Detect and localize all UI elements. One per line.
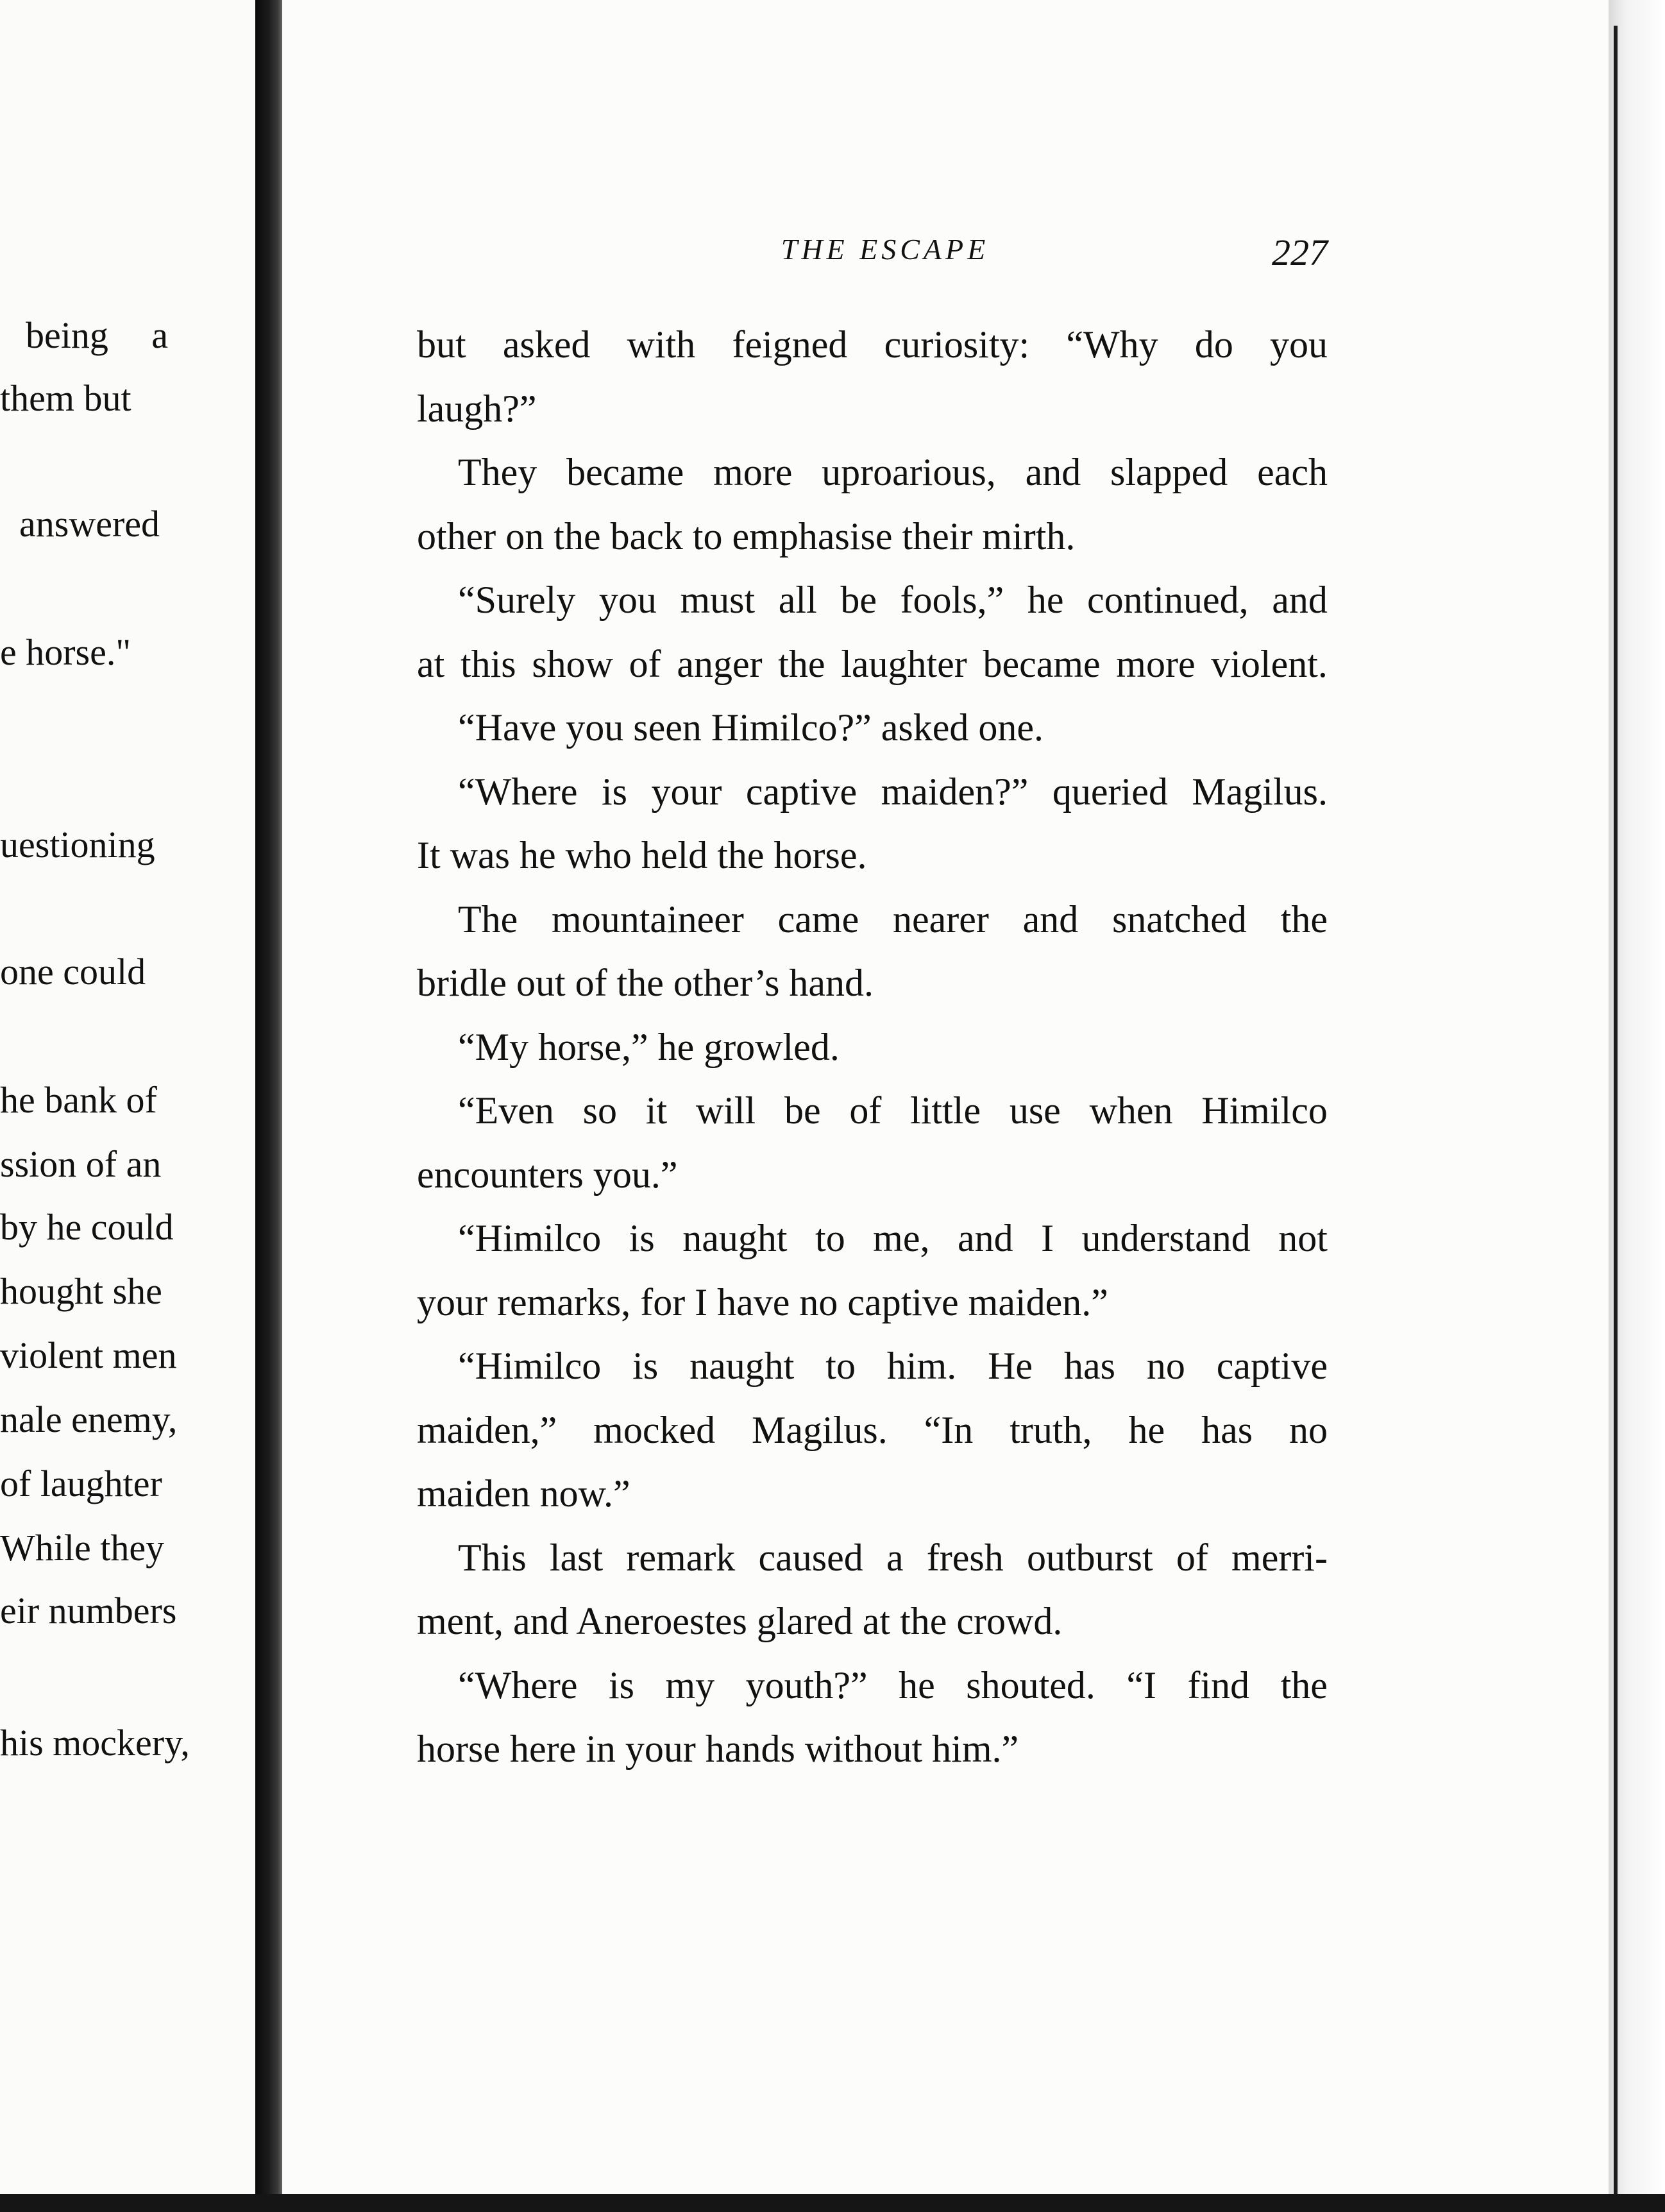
running-head: THE ESCAPE [781,233,990,266]
word: mountaineer [552,898,744,940]
word: snatched [1111,898,1247,940]
text-line: It was he who held the horse. [417,834,867,876]
word: He [988,1345,1033,1387]
word: has [1063,1345,1115,1387]
word: “In [924,1408,974,1451]
word: he [899,1663,935,1706]
word: to [815,1217,845,1259]
word: do [1194,323,1233,366]
word: Magilus. [1192,770,1328,813]
word: I [1041,1217,1054,1259]
word: this [460,642,516,685]
word: outburst [1026,1536,1153,1579]
word: Himilco [1201,1089,1328,1132]
facing-page-line: eir numbers [0,1590,177,1631]
word: shouted. [966,1663,1095,1706]
word: but [417,323,466,366]
text-line [417,633,1328,697]
word: will [695,1089,756,1132]
word: of [849,1089,882,1132]
word: captive [1216,1345,1328,1387]
word: maiden,” [417,1408,557,1451]
word: “Even [458,1089,554,1132]
word: more [1116,642,1196,685]
facing-page-line: of laughter [0,1463,162,1504]
text-line: your remarks, for I have no captive maiden.” [417,1280,1108,1323]
text-line: “My horse,” he growled. [458,1025,840,1068]
facing-page-line: one could [0,951,146,992]
word: The [458,898,518,940]
text-line: laugh?” [417,387,537,430]
word: you [598,579,657,621]
word: when [1089,1089,1173,1132]
text-line [417,1654,1328,1718]
word: your [651,770,722,813]
word: became [566,451,684,493]
word: asked [502,323,591,366]
word: find [1187,1663,1250,1706]
word: with [627,323,696,366]
facing-page-line: While they [0,1527,165,1569]
word: violent. [1211,642,1328,685]
text-line [417,1079,1328,1143]
word: of [1176,1536,1208,1579]
word: little [910,1089,981,1132]
facing-page-line: them but [0,377,131,419]
word: fools,” [900,579,1004,621]
word: “Where [458,1663,578,1706]
text-line: encounters you.” [417,1153,678,1196]
word: slapped [1110,451,1228,493]
word: use [1009,1089,1061,1132]
word: Magilus. [752,1408,888,1451]
word: has [1201,1408,1253,1451]
word: is [609,1663,635,1706]
word: is [632,1345,659,1387]
word: no [1289,1408,1328,1451]
text-line [417,1207,1328,1271]
text-line: bridle out of the other’s hand. [417,962,874,1004]
body-text [417,313,1328,1782]
word: mocked [593,1408,716,1451]
word: he [1027,579,1064,621]
facing-page [0,0,255,2212]
word: uproarious, [822,451,996,493]
word: be [840,579,877,621]
word: you [1270,323,1328,366]
facing-page-line: he bank of [0,1079,157,1121]
word: he [1128,1408,1165,1451]
word: nearer [892,898,989,940]
word: caused [758,1536,863,1579]
page-edge [1609,0,1665,2212]
word: all [778,579,817,621]
text-line [417,1334,1328,1399]
word: be [784,1089,821,1132]
scan-border [0,2194,1665,2212]
facing-page-line: ssion of an [0,1143,162,1185]
text-line [417,760,1328,824]
word: truth, [1010,1408,1092,1451]
word: to [825,1345,856,1387]
word: became [983,642,1101,685]
page-number: 227 [1272,232,1328,273]
word: “Where [458,770,578,813]
word: and [1025,451,1081,493]
word: is [601,770,627,813]
facing-page-line: his mockery, [0,1722,190,1764]
text-line: ment, and Aneroestes glared at the crowd. [417,1600,1063,1642]
word: maiden?” [881,770,1029,813]
word: queried [1052,770,1168,813]
word: and [1272,579,1328,621]
word: continued, [1087,579,1249,621]
word: being [26,314,108,356]
word: each [1257,451,1328,493]
word: They [458,451,537,493]
text-line: horse here in your hands without him.” [417,1728,1019,1770]
text-line [417,1399,1328,1463]
facing-page-line: hought she [0,1270,162,1312]
word: more [713,451,793,493]
text-line [417,888,1328,952]
word: youth?” [745,1663,868,1706]
word: laughter [841,642,967,685]
word: a [886,1536,904,1579]
facing-page-line: answered [19,503,160,545]
facing-page-line: uestioning [0,824,155,865]
word: is [629,1217,655,1259]
word: naught [682,1217,788,1259]
word: fresh [926,1536,1004,1579]
word: remark [626,1536,736,1579]
word: “Himilco [458,1345,602,1387]
word: the [1280,1663,1328,1706]
text-line: “Have you seen Himilco?” asked one. [458,706,1044,749]
word: captive [745,770,858,813]
word: me, [873,1217,930,1259]
word: “Himilco [458,1217,602,1259]
text-line: other on the back to emphasise their mirth. [417,515,1076,557]
word: him. [886,1345,957,1387]
word: merri- [1231,1536,1328,1579]
word: show [532,642,614,685]
word: must [680,579,756,621]
word: naught [689,1345,795,1387]
facing-page-line: e horse." [0,631,131,673]
facing-page-line: nale enemy, [0,1399,178,1440]
word: This [458,1536,527,1579]
word: the [778,642,825,685]
word: “Surely [458,579,576,621]
word: not [1278,1217,1328,1259]
word: understand [1081,1217,1251,1259]
text-line [417,441,1328,505]
word: and [1022,898,1079,940]
word: so [582,1089,618,1132]
text-line [417,1526,1328,1590]
facing-page-line: by he could [0,1206,174,1248]
word: and [957,1217,1013,1259]
word: of [629,642,661,685]
word: feigned [732,323,848,366]
word: anger [677,642,763,685]
text-line [417,313,1328,377]
word: my [665,1663,715,1706]
word: no [1146,1345,1185,1387]
word: came [777,898,859,940]
word: “Why [1066,323,1158,366]
facing-page-line [26,314,168,356]
word: the [1280,898,1328,940]
text-line [417,568,1328,633]
word: it [645,1089,668,1132]
word: a [151,314,168,356]
word: curiosity: [884,323,1030,366]
word: last [549,1536,604,1579]
text-line: maiden now.” [417,1472,630,1515]
word: at [417,642,445,685]
facing-page-line: violent men [0,1334,177,1376]
word: “I [1126,1663,1156,1706]
